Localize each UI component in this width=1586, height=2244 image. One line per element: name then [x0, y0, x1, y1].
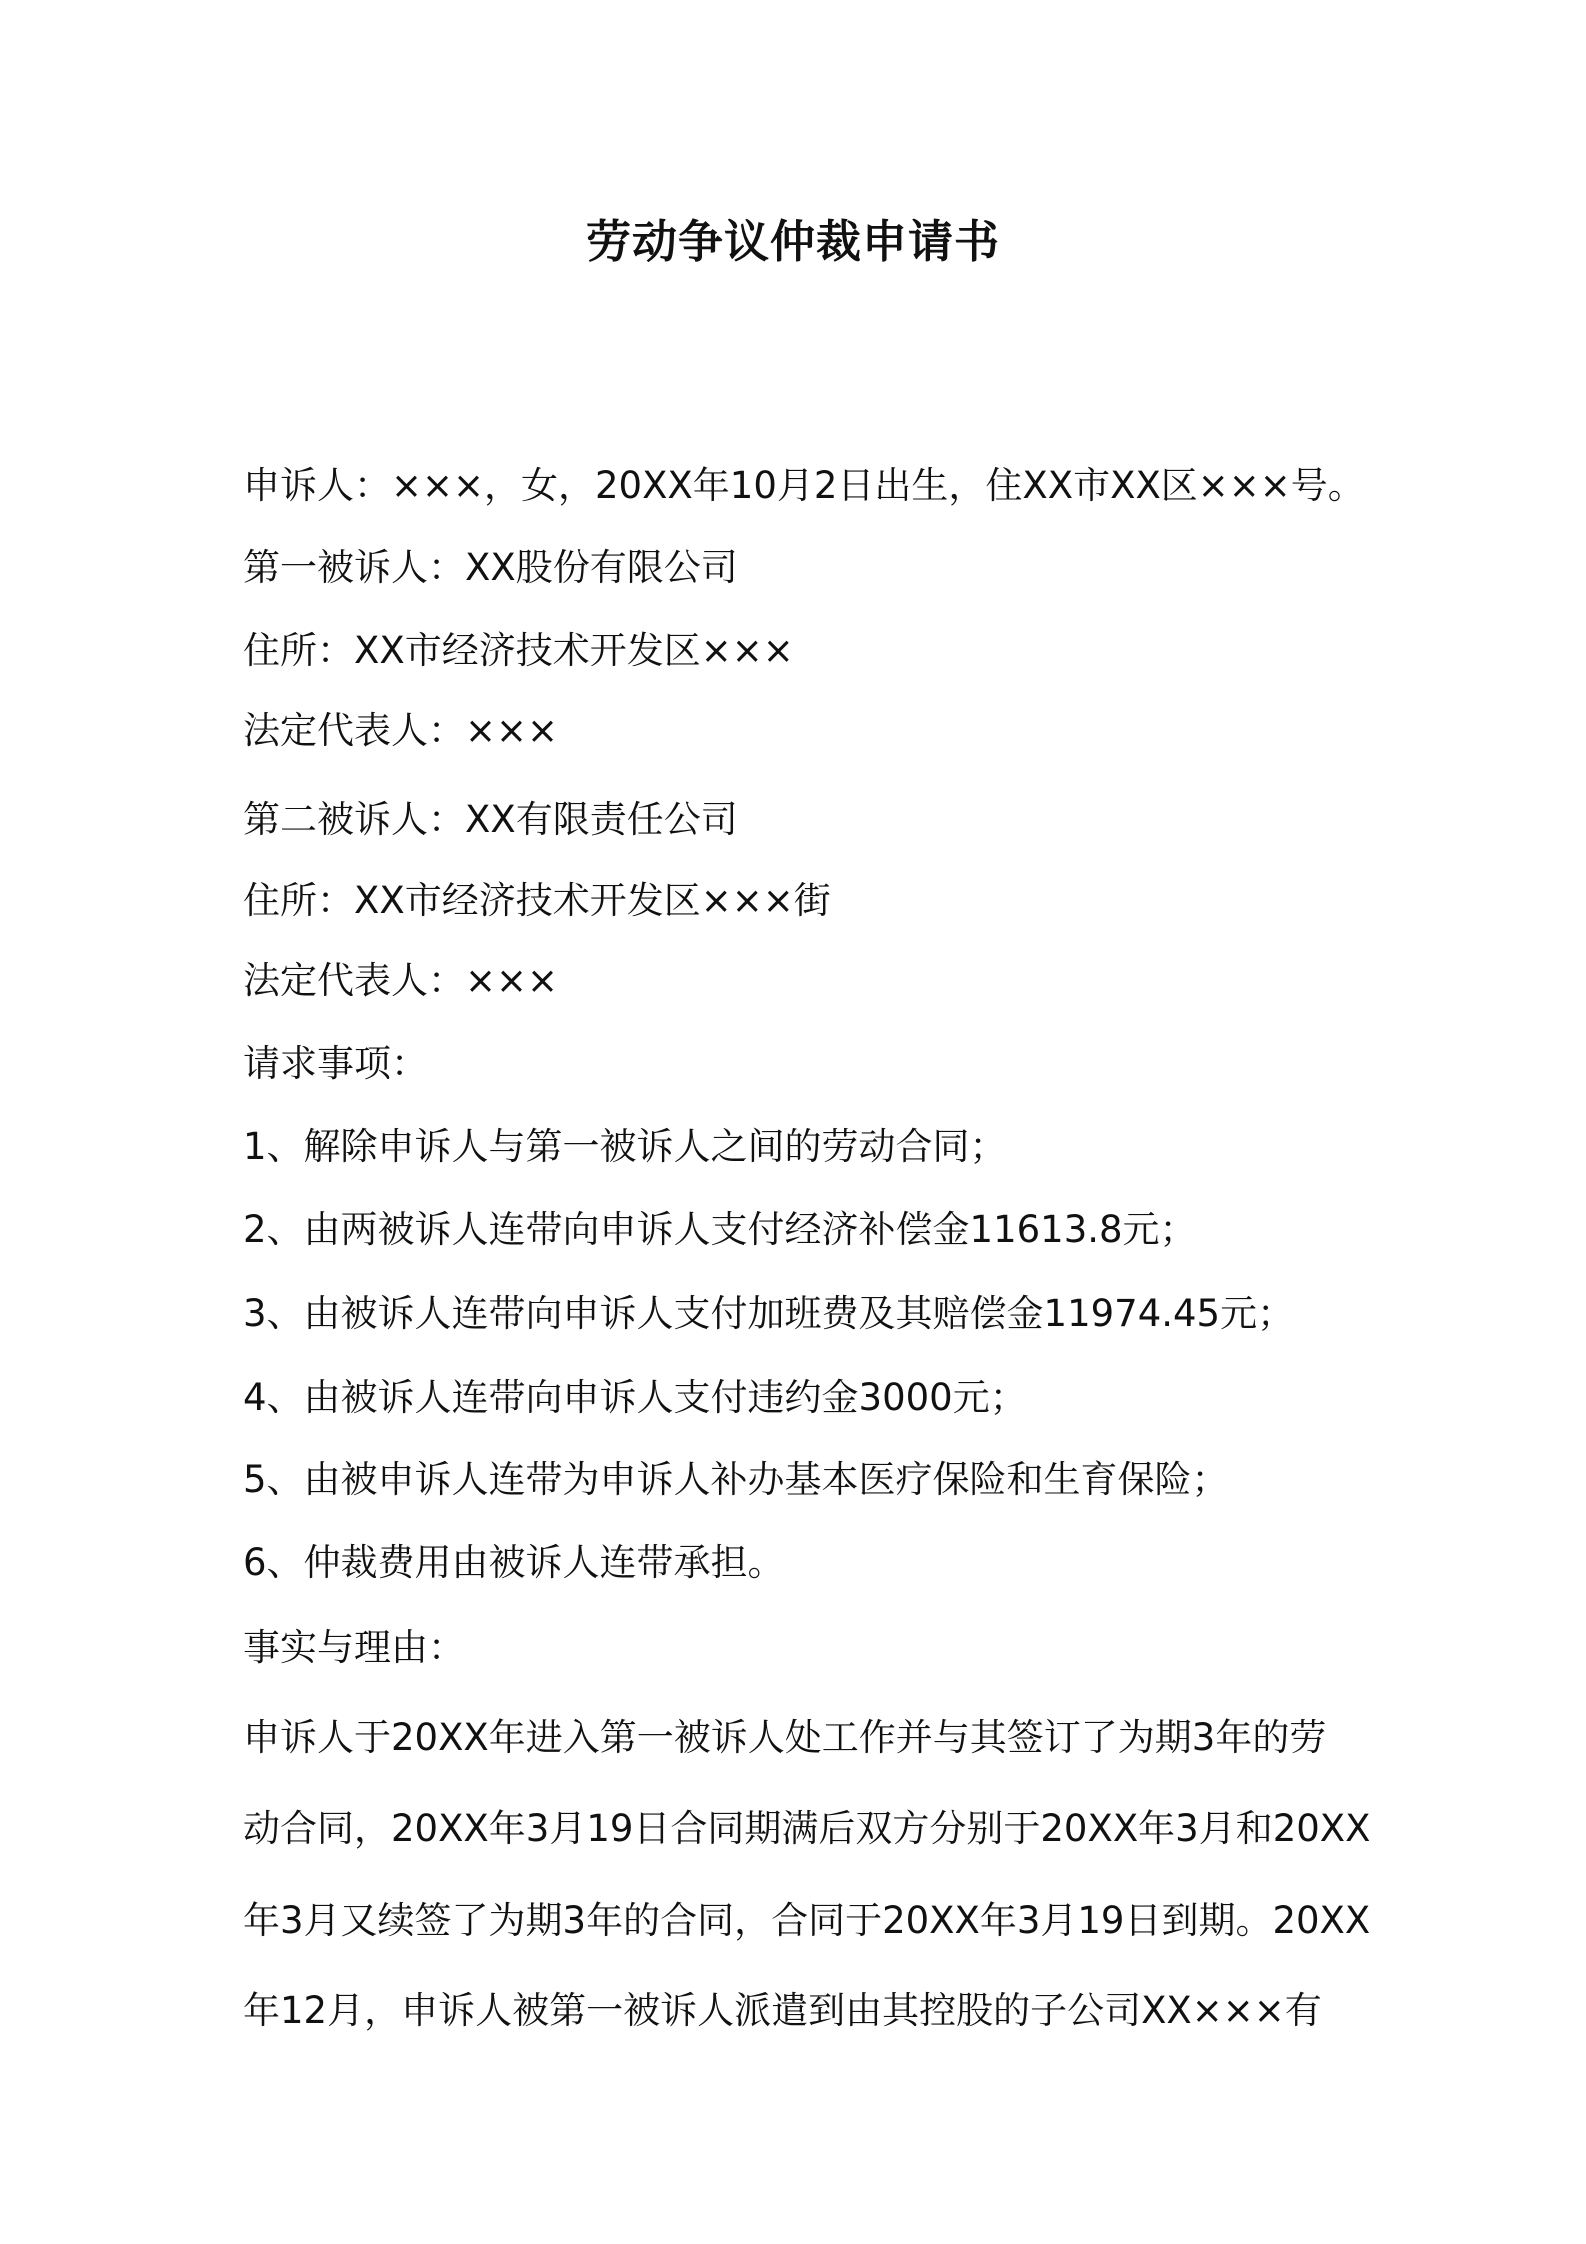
claim-item: 5、由被申诉人连带为申诉人补办基本医疗保险和生育保险； [243, 1458, 1229, 1501]
respondent1-representative: 法定代表人：××× [243, 709, 559, 752]
claim-item: 4、由被诉人连带向申诉人支付违约金3000元； [243, 1376, 1027, 1419]
claims-heading: 请求事项： [243, 1042, 428, 1085]
respondent2-representative: 法定代表人：××× [243, 959, 559, 1002]
claim-item: 1、解除申诉人与第一被诉人之间的劳动合同； [243, 1125, 1007, 1168]
document-title: 劳动争议仲裁申请书 [585, 215, 1000, 268]
facts-line: 年3月又续签了为期3年的合同，合同于20XX年3月19日到期。20XX [243, 1899, 1371, 1942]
facts-heading: 事实与理由： [243, 1626, 465, 1669]
facts-line: 申诉人于20XX年进入第一被诉人处工作并与其签订了为期3年的劳 [243, 1716, 1327, 1759]
claim-item: 6、仲裁费用由被诉人连带承担。 [243, 1541, 785, 1584]
facts-line: 年12月，申诉人被第一被诉人派遣到由其控股的子公司XX×××有 [243, 1989, 1322, 2032]
respondent1-address: 住所：XX市经济技术开发区××× [243, 629, 794, 672]
applicant-line: 申诉人：×××，女，20XX年10月2日出生，住XX市XX区×××号。 [243, 464, 1365, 507]
facts-line: 动合同，20XX年3月19日合同期满后双方分别于20XX年3月和20XX [243, 1807, 1371, 1850]
respondent2-name: 第二被诉人：XX有限责任公司 [243, 798, 738, 841]
respondent1-name: 第一被诉人：XX股份有限公司 [243, 546, 738, 589]
claim-item: 3、由被诉人连带向申诉人支付加班费及其赔偿金11974.45元； [243, 1292, 1295, 1335]
respondent2-address: 住所：XX市经济技术开发区×××街 [243, 879, 831, 922]
claim-item: 2、由两被诉人连带向申诉人支付经济补偿金11613.8元； [243, 1208, 1197, 1251]
